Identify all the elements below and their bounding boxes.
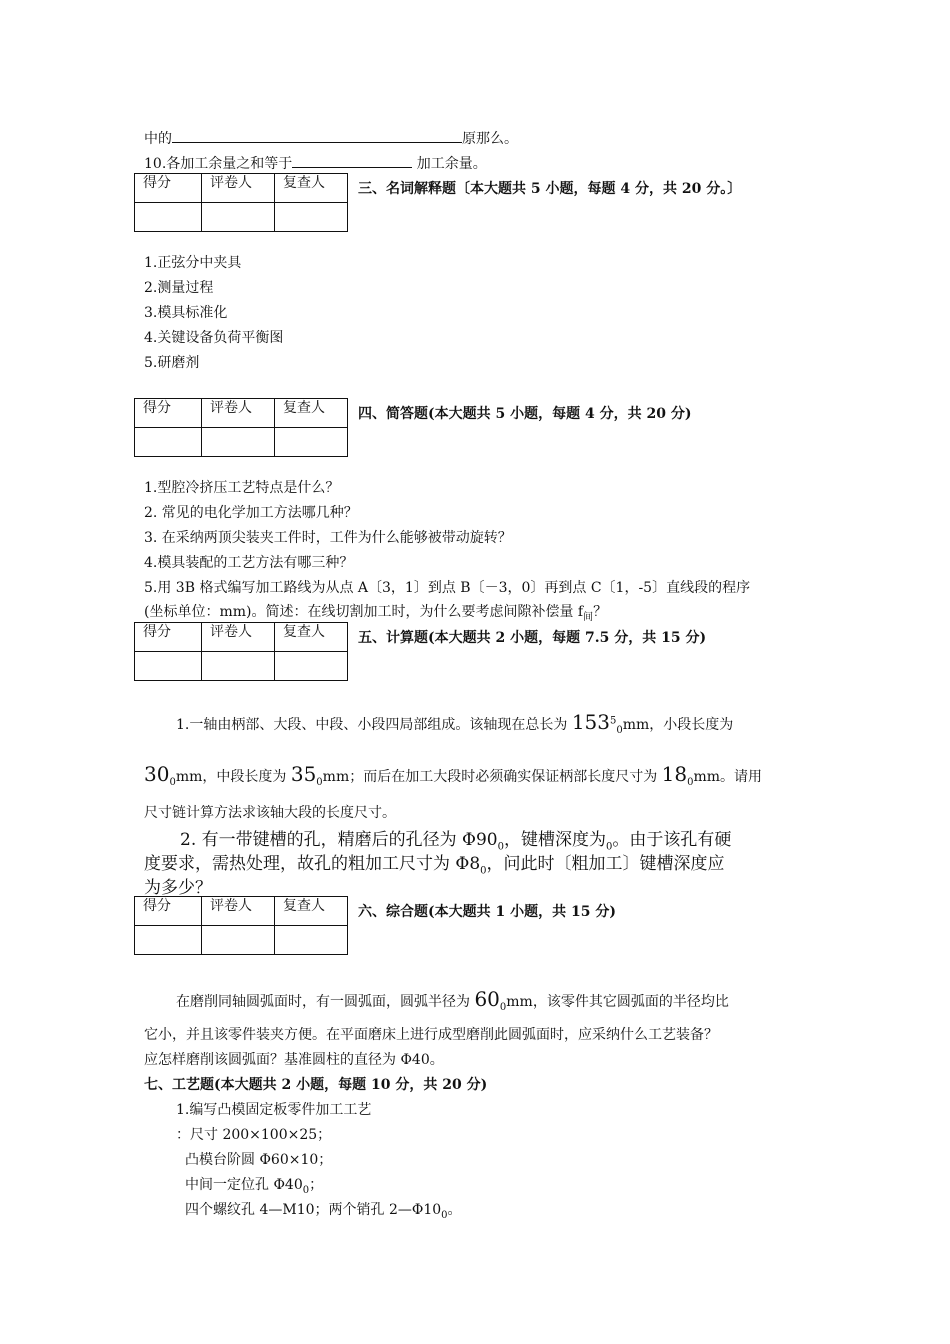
q1-text-e: mm。请用 — [693, 769, 763, 785]
list-item: 2. 常见的电化学加工方法哪几种？ — [144, 505, 358, 521]
score-table-5 — [134, 622, 348, 681]
grader-cell[interactable] — [202, 652, 275, 681]
reviewer-cell[interactable] — [275, 203, 348, 232]
q2-text-b: ，键槽深度为 — [503, 830, 606, 850]
reviewer-cell[interactable] — [275, 926, 348, 955]
list-item: 5.研磨剂 — [144, 355, 200, 371]
q2-text-a: 2. 有一带键槽的孔，精磨后的孔径为 Φ90 — [180, 830, 498, 850]
score-cell[interactable] — [135, 203, 202, 232]
header-score: 得分 — [135, 174, 202, 203]
section-7-title: 七、工艺题(本大题共 2 小题，每题 10 分，共 20 分) — [144, 1077, 488, 1093]
fill-line-2-suffix: 加工余量。 — [416, 156, 487, 172]
list-item: 3.模具标准化 — [144, 305, 228, 321]
list-item: 4.模具装配的工艺方法有哪三种？ — [144, 555, 354, 571]
score-cell[interactable] — [135, 428, 202, 457]
fill-line-1-suffix: 原那么。 — [462, 131, 518, 147]
q2-line2-a: 度要求，需热处理，故孔的粗加工尺寸为 Φ8 — [144, 854, 481, 874]
list-item: 3. 在采纳两顶尖装夹工件时，工件为什么能够被带动旋转？ — [144, 530, 512, 546]
grader-cell[interactable] — [202, 926, 275, 955]
calc-q1-line3: 尺寸链计算方法求该轴大段的长度尺寸。 — [144, 805, 396, 821]
fill-line-2-prefix: 10.各加工余量之和等于 — [144, 156, 293, 172]
fill-line-1 — [144, 128, 518, 148]
score-table-3 — [134, 173, 348, 232]
section-3-title: 三、名词解释题〔本大题共 5 小题，每题 4 分，共 20 分。〕 — [358, 181, 742, 197]
q2-text-c: 。由于该孔有硬 — [612, 830, 732, 850]
score-table-4 — [134, 398, 348, 457]
q1-handle-sub: 0 — [687, 776, 694, 788]
process-line — [185, 1199, 462, 1221]
synth-line3: 应怎样磨削该圆弧面？基准圆柱的直径为 Φ40。 — [144, 1052, 444, 1068]
header-grader: 评卷人 — [202, 399, 275, 428]
q1-small: 30 — [144, 762, 170, 786]
q1-text-d: mm；而后在加工大段时必须确实保证柄部长度尺寸为 — [322, 769, 662, 785]
q2-sub-1: 0 — [497, 841, 504, 853]
header-grader: 评卷人 — [202, 623, 275, 652]
process-sub-b: 0 — [441, 1209, 448, 1221]
fill-line-2 — [144, 153, 487, 173]
calc-q2-line2 — [144, 849, 725, 876]
score-cell[interactable] — [135, 652, 202, 681]
q1-total-sub: 0 — [616, 724, 623, 736]
grader-cell[interactable] — [202, 203, 275, 232]
process-item-1: 1.编写凸模固定板零件加工工艺 — [176, 1102, 372, 1118]
synth-text-b: mm，该零件其它圆弧面的半径均比 — [506, 994, 729, 1010]
reviewer-cell[interactable] — [275, 652, 348, 681]
q1-mid-sub: 0 — [316, 776, 323, 788]
process-line-end: ； — [309, 1177, 324, 1193]
process-line-text: 中间一定位孔 Φ40 — [185, 1177, 303, 1193]
list-item-continued — [144, 601, 607, 623]
calc-q1-line2 — [144, 762, 762, 788]
score-table-6 — [134, 896, 348, 955]
synth-radius: 60 — [474, 987, 500, 1011]
synth-text-a: 在磨削同轴圆弧面时，有一圆弧面，圆弧半径为 — [176, 994, 475, 1010]
list-item: 1.正弦分中夹具 — [144, 255, 242, 271]
section-4-title: 四、简答题(本大题共 5 小题，每题 4 分，共 20 分) — [358, 406, 692, 422]
header-grader: 评卷人 — [202, 174, 275, 203]
q1-text-c: mm，中段长度为 — [175, 769, 291, 785]
score-cell[interactable] — [135, 926, 202, 955]
synth-line2: 它小，并且该零件装夹方便。在平面磨床上进行成型磨削此圆弧面时，应采纳什么工艺装备？ — [144, 1027, 718, 1043]
header-reviewer: 复查人 — [275, 897, 348, 926]
process-line: 凸模台阶圆 Φ60×10； — [185, 1152, 333, 1168]
fill-line-1-prefix: 中的 — [144, 131, 172, 147]
q1-text-b: mm，小段长度为 — [622, 717, 734, 733]
list-item: 4.关键设备负荷平衡图 — [144, 330, 284, 346]
process-sub-a: 0 — [302, 1184, 310, 1196]
list-item: 1.型腔冷挤压工艺特点是什么？ — [144, 480, 340, 496]
list-item: 5.用 3B 格式编写加工路线为从点 A〔3，1〕到点 B〔－3，0〕再到点 C〔1，-5〕直线段的程序 — [144, 580, 751, 596]
blank-2[interactable] — [292, 155, 412, 168]
q1-total: 153 — [571, 710, 610, 734]
grader-cell[interactable] — [202, 428, 275, 457]
reviewer-cell[interactable] — [275, 428, 348, 457]
q5-text: (坐标单位：mm)。简述：在线切割加工时，为什么要考虑间隙补偿量 f — [144, 604, 584, 620]
q1-total-sup: 5 — [610, 715, 617, 727]
blank-1[interactable] — [172, 130, 462, 143]
calc-q2-line3: 为多少？ — [144, 878, 212, 898]
process-line-end: 。 — [447, 1202, 462, 1218]
process-line: ：尺寸 200×100×25； — [176, 1127, 332, 1143]
header-score: 得分 — [135, 623, 202, 652]
header-reviewer: 复查人 — [275, 174, 348, 203]
synth-line1 — [176, 987, 729, 1013]
q5-end: ？ — [593, 604, 608, 620]
q1-mid: 35 — [290, 762, 317, 786]
q1-small-sub: 0 — [169, 776, 176, 788]
q1-handle: 18 — [661, 762, 688, 786]
q2-sub-2: 0 — [605, 841, 613, 853]
q2-line2-b: ，问此时〔粗加工〕键槽深度应 — [486, 854, 725, 874]
header-score: 得分 — [135, 399, 202, 428]
header-reviewer: 复查人 — [275, 399, 348, 428]
q5-subscript: 间 — [583, 611, 594, 623]
section-6-title: 六、综合题(本大题共 1 小题，共 15 分) — [358, 904, 616, 920]
header-grader: 评卷人 — [202, 897, 275, 926]
q2-sub-3: 0 — [480, 865, 487, 877]
synth-radius-sub: 0 — [499, 1001, 507, 1013]
list-item: 2.测量过程 — [144, 280, 214, 296]
header-score: 得分 — [135, 897, 202, 926]
section-5-title: 五、计算题(本大题共 2 小题，每题 7.5 分，共 15 分) — [358, 630, 707, 646]
calc-q1-line1 — [176, 710, 733, 736]
header-reviewer: 复查人 — [275, 623, 348, 652]
q1-text-a: 1.一轴由柄部、大段、中段、小段四局部组成。该轴现在总长为 — [176, 717, 572, 733]
process-line-text: 四个螺纹孔 4—M10；两个销孔 2—Φ10 — [185, 1202, 442, 1218]
process-line — [185, 1174, 323, 1196]
